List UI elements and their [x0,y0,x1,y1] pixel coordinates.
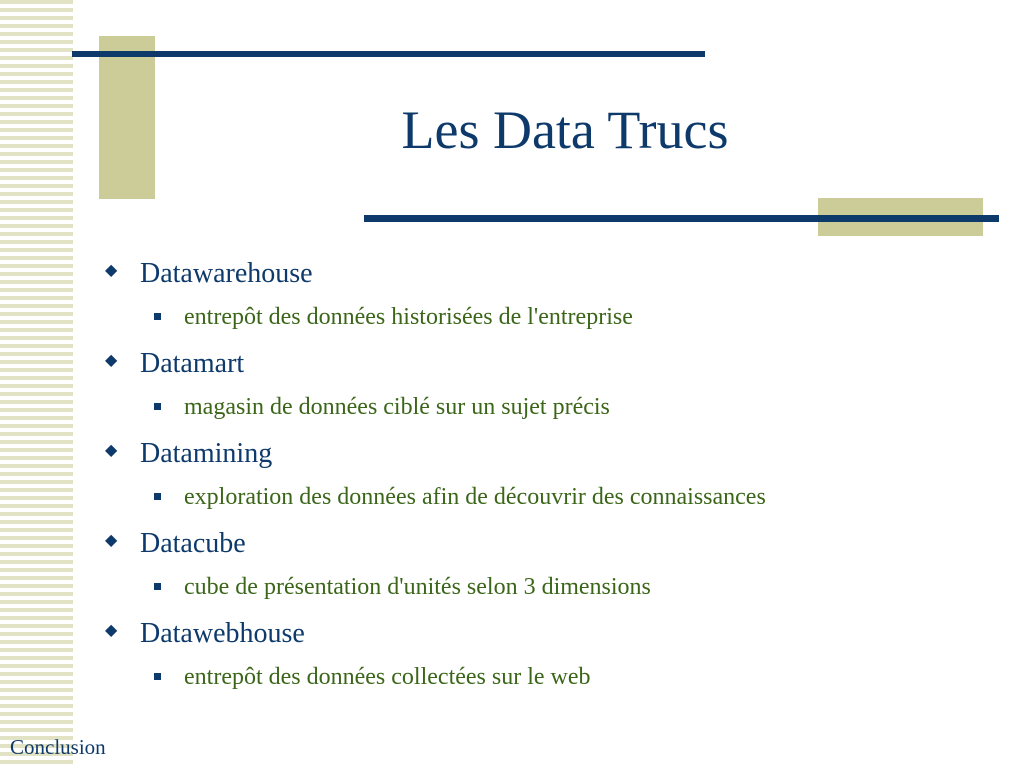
decorative-block-left [99,36,155,199]
bullet-definition: magasin de données ciblé sur un sujet précis [184,394,610,420]
bullet-term: Datamart [140,348,245,379]
slide-title: Les Data Trucs [401,100,729,160]
conclusion-link[interactable]: Conclusion [10,735,106,759]
square-bullet-icon [154,403,161,410]
diamond-bullet-icon: ◆ [105,622,118,639]
square-bullet-icon [154,583,161,590]
square-bullet-icon [154,493,161,500]
square-bullet-icon [154,313,161,320]
diamond-bullet-icon: ◆ [105,442,118,459]
bullet-definition: cube de présentation d'unités selon 3 dimensions [184,574,651,600]
bullet-term: Datamining [140,438,273,469]
bullet-term: Datacube [140,528,246,559]
bullet-term: Datawebhouse [140,618,305,649]
title-rule-top [72,51,705,57]
title-rule-bottom [364,215,999,222]
square-bullet-icon [154,673,161,680]
diamond-bullet-icon: ◆ [105,352,118,369]
diamond-bullet-icon: ◆ [105,262,118,279]
diamond-bullet-icon: ◆ [105,532,118,549]
bullet-definition: exploration des données afin de découvrir des connaissances [184,484,766,510]
bullet-definition: entrepôt des données collectées sur le web [184,664,591,690]
bullet-term: Datawarehouse [140,258,313,289]
decorative-stripes [0,0,73,768]
bullet-definition: entrepôt des données historisées de l'entreprise [184,304,633,330]
